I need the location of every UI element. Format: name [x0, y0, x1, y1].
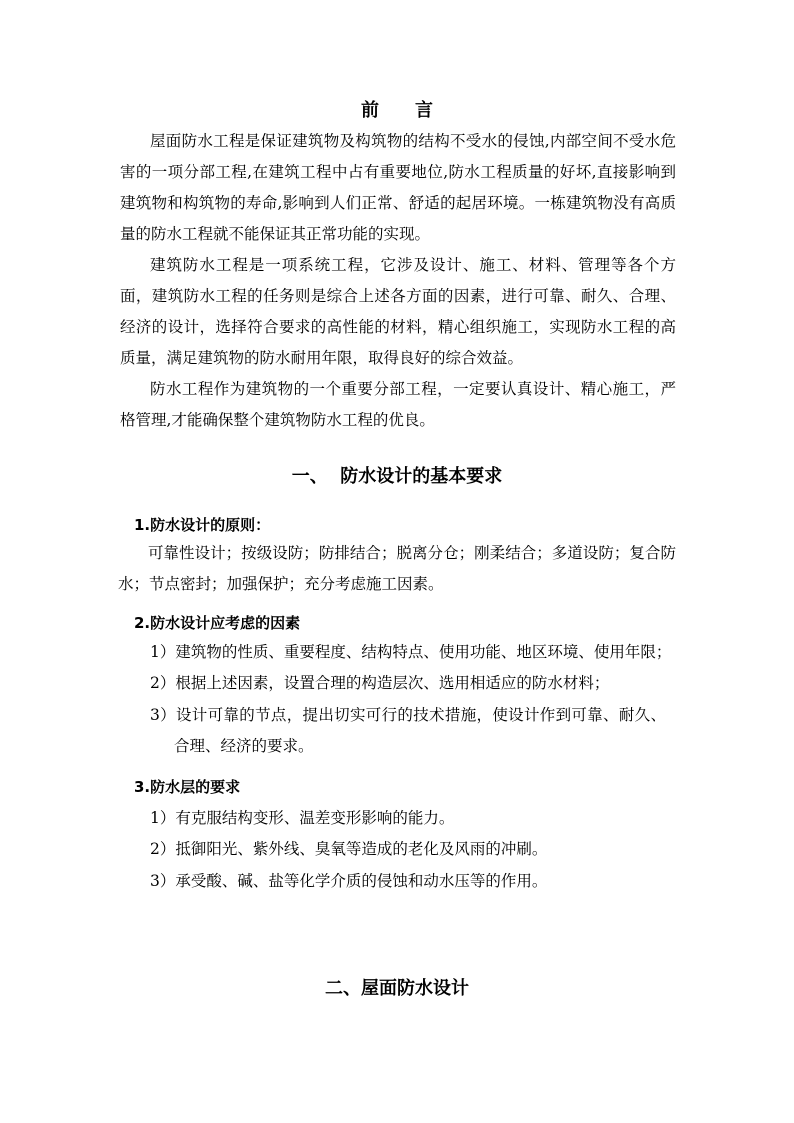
subsection-3-item-2: 2）抵御阳光、紫外线、臭氧等造成的老化及风雨的冲刷。	[150, 840, 548, 858]
subsection-2-item-1: 1）建筑物的性质、重要程度、结构特点、使用功能、地区环境、使用年限；	[150, 643, 672, 661]
section-1-title: 一、 防水设计的基本要求	[291, 466, 503, 487]
subsection-1-heading: 1.防水设计的原则：	[134, 516, 271, 534]
subsection-3-item-3: 3）承受酸、碱、盐等化学介质的侵蚀和动水压等的作用。	[150, 872, 548, 890]
preface-title: 前 言	[361, 100, 433, 121]
preface-paragraph-1: 屋面防水工程是保证建筑物及构筑物的结构不受水的侵蚀,内部空间不受水危害的一项分部工程,在建筑工程中占有重要地位,防水工程质量的好坏,直接影响到建筑物和构筑物的寿命,影响到人们正常、舒适的起居环境。一栋建筑物没有高质量的防水工程就不能保证其正常功能的实现。	[120, 132, 676, 243]
subsection-3-heading: 3.防水层的要求	[134, 778, 241, 796]
subsection-2-item-3	[150, 700, 666, 762]
subsection-1-text: 可靠性设计；按级设防；防排结合；脱离分仓；刚柔结合；多道设防；复合防水；节点密封；加强保护；充分考虑施工因素。	[118, 544, 676, 593]
subsection-2-heading: 2.防水设计应考虑的因素	[134, 614, 301, 632]
preface-paragraph-3: 防水工程作为建筑物的一个重要分部工程，一定要认真设计、精心施工，严格管理,才能确保整个建筑物防水工程的优良。	[120, 380, 676, 429]
preface-paragraph-2: 建筑防水工程是一项系统工程，它涉及设计、施工、材料、管理等各个方面，建筑防水工程的任务则是综合上述各方面的因素，进行可靠、耐久、合理、经济的设计，选择符合要求的高性能的材料，精心组织施工，实现防水工程的高质量，满足建筑物的防水耐用年限，取得良好的综合效益。	[120, 256, 676, 367]
section-2-title: 二、屋面防水设计	[325, 978, 469, 999]
subsection-2-item-3-text: 3）设计可靠的节点，提出切实可行的技术措施，使设计作到可靠、耐久、合理、经济的要求。	[150, 706, 666, 755]
subsection-2-item-2: 2）根据上述因素，设置合理的构造层次、选用相适应的防水材料；	[150, 674, 610, 692]
subsection-3-item-1: 1）有克服结构变形、温差变形影响的能力。	[150, 809, 455, 827]
